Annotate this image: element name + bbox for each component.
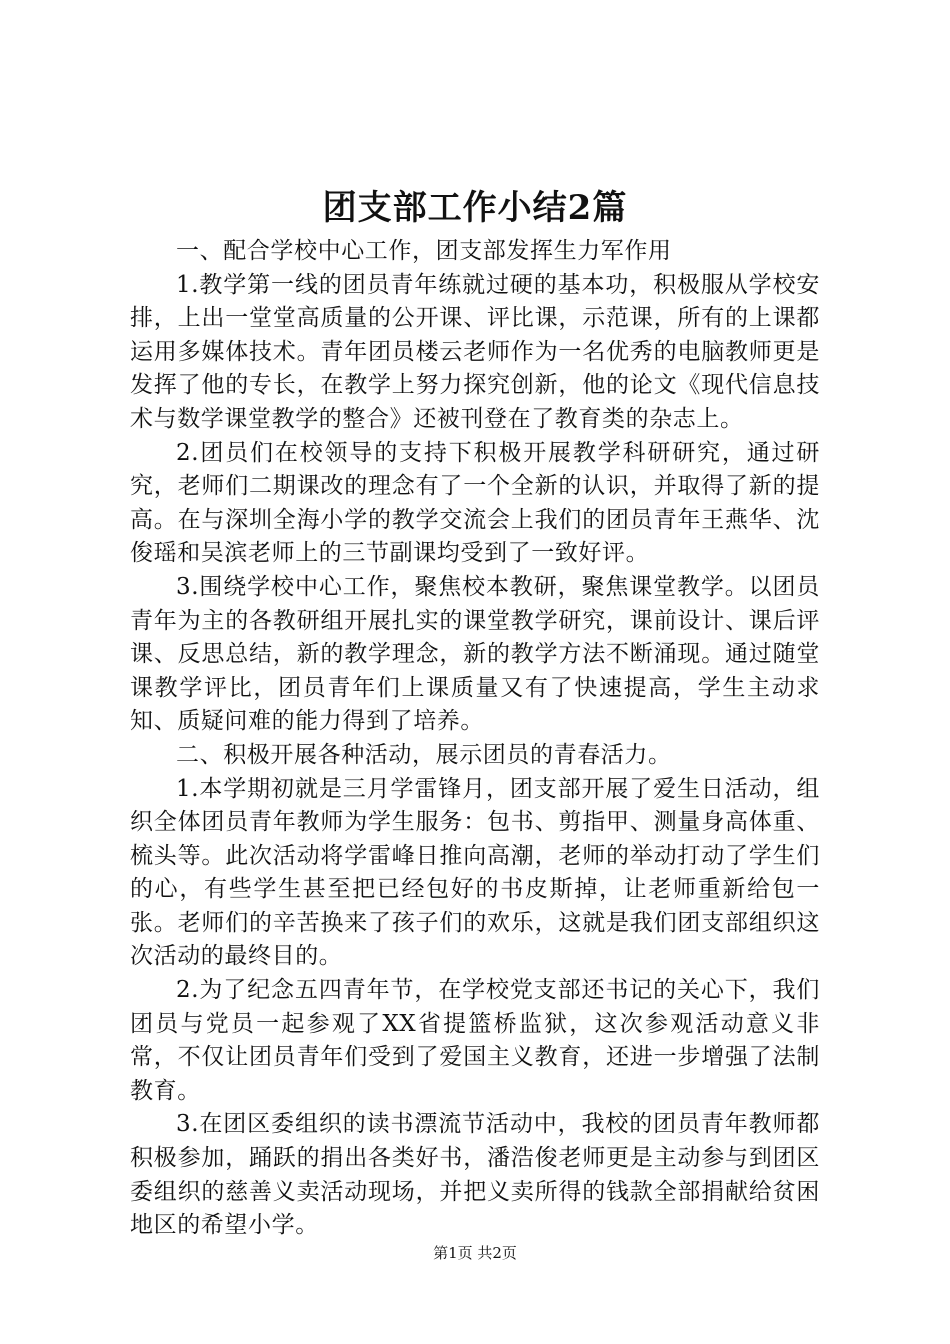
paragraph: 1.教学第一线的团员青年练就过硬的基本功，积极服从学校安排，上出一堂堂高质量的公开课、评比课，示范课，所有的上课都运用多媒体技术。青年团员楼云老师作为一名优秀的电脑教师更是发挥了他的专长，在教学上努力探究创新，他的论文《现代信息技术与数学课堂教学的整合》还被刊登在了教育类的杂志上。: [130, 271, 820, 432]
paragraph: 2.为了纪念五四青年节，在学校党支部还书记的关心下，我们团员与党员一起参观了XX省提篮桥监狱，这次参观活动意义非常，不仅让团员青年们受到了爱国主义教育，还进一步增强了法制教育。: [130, 977, 820, 1104]
section-heading-1: 一、配合学校中心工作，团支部发挥生力军作用: [176, 238, 672, 264]
page-footer: 第1页 共2页: [433, 1244, 517, 1262]
document-title: 团支部工作小结2篇: [322, 188, 628, 228]
paragraph: 3.在团区委组织的读书漂流节活动中，我校的团员青年教师都积极参加，踊跃的捐出各类好书，潘浩俊老师更是主动参与到团区委组织的慈善义卖活动现场，并把义卖所得的钱款全部捐献给贫困地区的希望小学。: [130, 1111, 820, 1239]
paragraph: 3.围绕学校中心工作，聚焦校本教研，聚焦课堂教学。以团员青年为主的各教研组开展扎实的课堂教学研究，课前设计、课后评课、反思总结，新的教学理念，新的教学方法不断涌现。通过随堂课教学评比，团员青年们上课质量又有了快速提高，学生主动求知、质疑问难的能力得到了培养。: [130, 573, 820, 735]
section-heading-2: 二、积极开展各种活动，展示团员的青春活力。: [176, 741, 672, 768]
document-body: [130, 235, 820, 1243]
paragraph: 2.团员们在校领导的支持下积极开展教学科研研究，通过研究，老师们二期课改的理念有了一个全新的认识，并取得了新的提高。在与深圳全海小学的教学交流会上我们的团员青年王燕华、沈俊瑶和吴滨老师上的三节副课均受到了一致好评。: [130, 439, 820, 567]
paragraph: 1.本学期初就是三月学雷锋月，团支部开展了爱生日活动，组织全体团员青年教师为学生服务：包书、剪指甲、测量身高体重、梳头等。此次活动将学雷峰日推向高潮，老师的举动打动了学生们的心，有些学生甚至把已经包好的书皮斯掉，让老师重新给包一张。老师们的辛苦换来了孩子们的欢乐，这就是我们团支部组织这次活动的最终目的。: [130, 775, 820, 970]
